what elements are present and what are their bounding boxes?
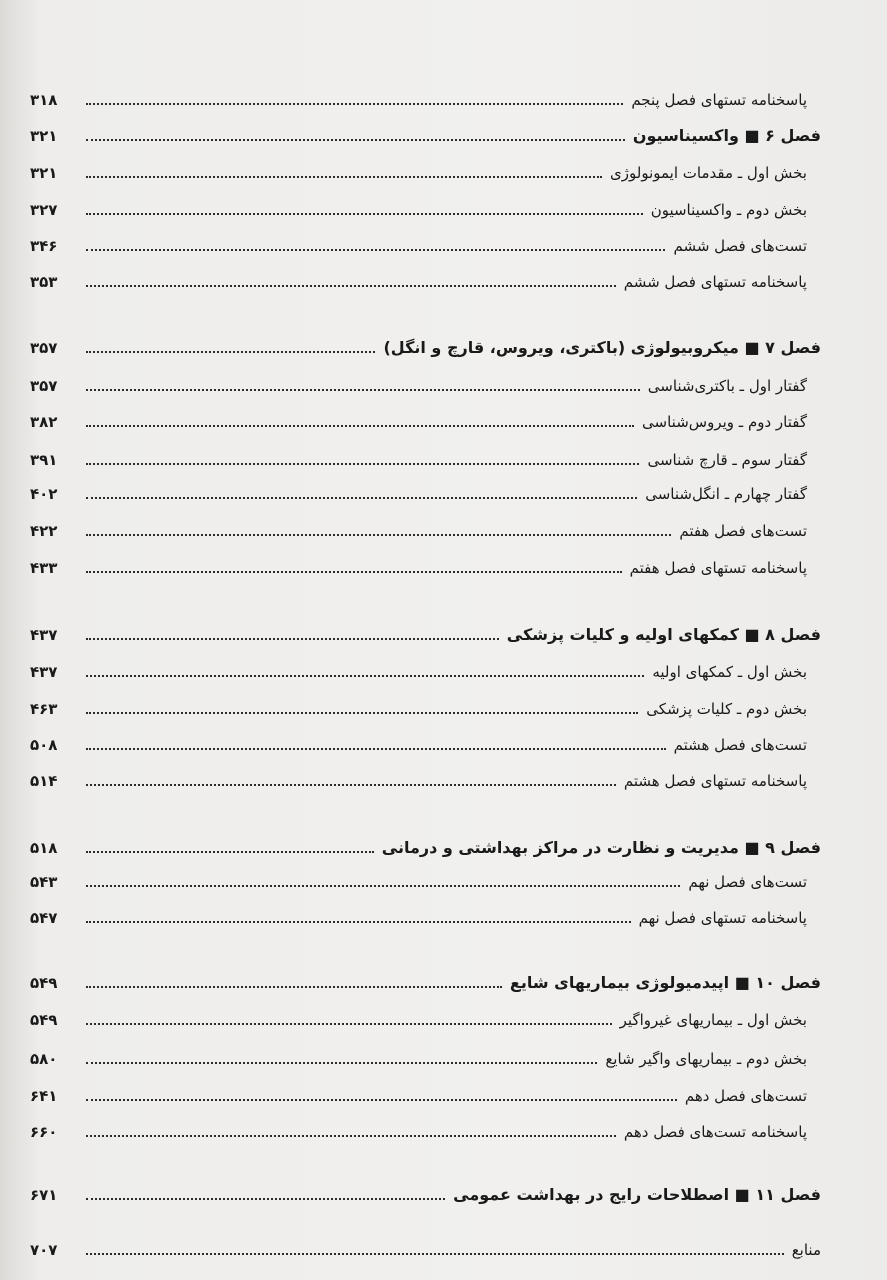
section-title: پاسخنامه تست‌های فصل دهم [623,1123,807,1141]
page-number: ۳۹۱ [30,451,58,469]
section-title: پاسخنامه تستهای فصل پنجم [631,91,807,109]
section-title: پاسخنامه تستهای فصل هشتم [623,772,807,790]
page-number: ۶۶۰ [30,1123,58,1141]
dot-leader [86,571,622,573]
chapter-title: فصل ۸ ■ کمکهای اولیه و کلیات پزشکی [506,625,821,644]
dot-leader [86,463,639,465]
page-number: ۴۳۷ [30,663,58,681]
dot-leader [86,389,640,391]
toc-entry [30,617,821,645]
section-title: بخش دوم ـ کلیات پزشکی [646,700,807,718]
dot-leader [86,497,637,499]
toc-entry [30,82,821,110]
toc-entry [30,192,821,220]
section-title: تست‌های فصل نهم [688,873,807,891]
toc-entry [30,155,821,183]
page-number: ۳۱۸ [30,91,58,109]
section-title: بخش دوم ـ واکسیناسیون [650,201,807,219]
dot-leader [86,213,643,215]
toc-entry [30,330,821,358]
page-number: ۳۵۷ [30,339,58,357]
dot-leader [86,885,680,887]
toc-entry [30,1177,821,1205]
toc-entry [30,900,821,928]
toc-entry [30,691,821,719]
dot-leader [86,784,616,786]
page-number: ۵۴۹ [30,974,58,992]
page-number: ۵۴۹ [30,1011,58,1029]
toc-entry [30,1232,821,1260]
toc-entry [30,513,821,541]
dot-leader [86,712,638,714]
toc-entry [30,727,821,755]
section-title: تست‌های فصل ششم [673,237,807,255]
toc-entry [30,1078,821,1106]
toc-entry [30,864,821,892]
section-title: گفتار دوم ـ ویروس‌شناسی [642,413,807,431]
page-number: ۳۲۱ [30,127,58,145]
dot-leader [86,1253,784,1255]
dot-leader [86,638,499,640]
section-title: بخش اول ـ مقدمات ایمونولوژی [610,164,807,182]
page-number: ۷۰۷ [30,1241,58,1259]
dot-leader [86,534,671,536]
toc-entry [30,830,821,858]
section-title: تست‌های فصل دهم [684,1087,807,1105]
dot-leader [86,103,623,105]
toc-entry [30,442,821,470]
chapter-title: فصل ۷ ■ میکروبیولوژی (باکتری، ویروس، قارچ و انگل) [383,338,821,357]
dot-leader [86,1023,612,1025]
toc-entry [30,763,821,791]
dot-leader [86,176,602,178]
dot-leader [86,425,634,427]
page-number: ۳۲۱ [30,164,58,182]
dot-leader [86,351,375,353]
toc-entry [30,1041,821,1069]
page-number: ۳۸۲ [30,413,58,431]
page-number: ۳۴۶ [30,237,58,255]
dot-leader [86,1135,616,1137]
chapter-title: فصل ۱۱ ■ اصطلاحات رایج در بهداشت عمومی [453,1185,821,1204]
dot-leader [86,139,625,141]
page-number: ۴۰۲ [30,485,58,503]
page-number: ۵۱۸ [30,839,58,857]
toc-entry [30,368,821,396]
page-number: ۵۴۳ [30,873,58,891]
dot-leader [86,851,374,853]
page-number: ۴۳۷ [30,626,58,644]
dot-leader [86,1198,445,1200]
section-title: تست‌های فصل هفتم [679,522,807,540]
toc-entry [30,264,821,292]
toc-entry [30,404,821,432]
dot-leader [86,285,616,287]
page-number: ۳۵۷ [30,377,58,395]
dot-leader [86,675,644,677]
toc-entry [30,118,821,146]
toc-entry [30,550,821,578]
page-number: ۴۶۳ [30,700,58,718]
dot-leader [86,1062,597,1064]
dot-leader [86,1099,677,1101]
toc-entry [30,1002,821,1030]
section-title: بخش اول ـ کمکهای اولیه [652,663,807,681]
dot-leader [86,249,665,251]
section-title: بخش اول ـ بیماریهای غیرواگیر [619,1011,807,1029]
section-title: گفتار اول ـ باکتری‌شناسی [647,377,807,395]
page-number: ۳۲۷ [30,201,58,219]
toc-entry [30,965,821,993]
section-title: گفتار سوم ـ قارچ شناسی [647,451,807,469]
section-title: گفتار چهارم ـ انگل‌شناسی [645,485,807,503]
toc-entry [30,476,821,504]
chapter-title: فصل ۹ ■ مدیریت و نظارت در مراکز بهداشتی و درمانی [381,838,821,857]
section-title: منابع [791,1241,821,1259]
page-number: ۳۵۳ [30,273,58,291]
page-number: ۵۰۸ [30,736,58,754]
section-title: تست‌های فصل هشتم [673,736,807,754]
chapter-title: فصل ۱۰ ■ اپیدمیولوژی بیماریهای شایع [509,973,821,992]
page-number: ۵۴۷ [30,909,58,927]
section-title: پاسخنامه تستهای فصل هفتم [629,559,807,577]
toc-entry [30,228,821,256]
chapter-title: فصل ۶ ■ واکسیناسیون [632,126,821,145]
section-title: پاسخنامه تستهای فصل ششم [623,273,807,291]
page-number: ۶۴۱ [30,1087,58,1105]
section-title: پاسخنامه تستهای فصل نهم [638,909,807,927]
page-number: ۴۳۳ [30,559,58,577]
dot-leader [86,986,502,988]
page-number: ۴۲۲ [30,522,58,540]
toc-entry [30,1114,821,1142]
dot-leader [86,921,631,923]
page-number: ۵۸۰ [30,1050,58,1068]
page-number: ۶۷۱ [30,1186,58,1204]
dot-leader [86,748,666,750]
page-number: ۵۱۴ [30,772,58,790]
toc-entry [30,654,821,682]
section-title: بخش دوم ـ بیماریهای واگیر شایع [605,1050,807,1068]
